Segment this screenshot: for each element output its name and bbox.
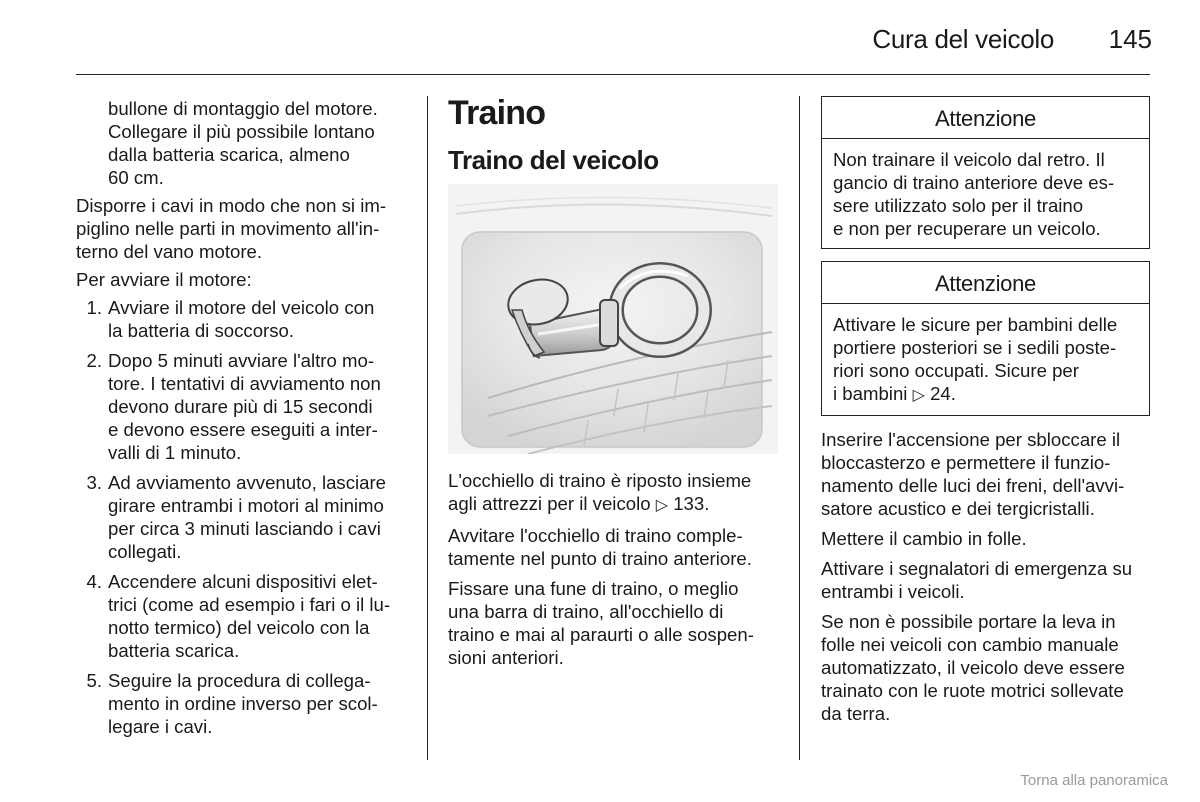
warning-title: Attenzione (822, 262, 1149, 304)
list-item: 2. Dopo 5 minuti avviare l'altro mo- tore. I tentativi di avviamento non devono durare più di 15 secondi e devono essere eseguiti a inter- valli di 1 minuto. (86, 350, 381, 463)
warning-title: Attenzione (822, 97, 1149, 139)
list-item: 5. Seguire la procedura di collega- mento in ordine inverso per scol- legare i cavi. (86, 670, 378, 737)
page-number: 145 (1108, 24, 1152, 54)
continued-step-text: bullone di montaggio del motore. Collegare il più possibile lontano dalla batteria scarica, almeno 60 cm. (108, 98, 378, 188)
steps-list (76, 296, 408, 738)
paragraph-tow-rope: Fissare una fune di traino, o meglio una barra di traino, all'occhiello di traino e mai al paraurti o alle sospen- sioni anteriori. (448, 578, 754, 668)
page-reference[interactable]: 24. (930, 383, 956, 404)
section-heading: Traino (448, 94, 546, 132)
warning-text: Non trainare il veicolo dal retro. Il gancio di traino anteriore deve es- sere utilizzato solo per il traino e non per recuperare un veicolo. (833, 149, 1115, 239)
column-divider-right (799, 96, 800, 760)
list-item: 3. Ad avviamento avvenuto, lasciare girare entrambi i motori al minimo per circa 3 minuti lasciando i cavi collegati. (86, 472, 387, 562)
paragraph-hazard-lights: Attivare i segnalatori di emergenza su entrambi i veicoli. (821, 558, 1133, 602)
warning-text: Attivare le sicure per bambini delle portiere posteriori se i sedili poste- riori sono occupati. Sicure per i bambini ▷ 24. (833, 314, 1118, 404)
column-middle (448, 92, 783, 176)
list-item: 1. Avviare il motore del veicolo con la batteria di soccorso. (86, 297, 375, 341)
page-reference[interactable]: 133. (673, 493, 710, 514)
paragraph-start-engine: Per avviare il motore: (76, 269, 252, 290)
warning-box (821, 261, 1150, 416)
warning-box (821, 96, 1150, 249)
header-divider (76, 74, 1150, 75)
paragraph-neutral: Mettere il cambio in folle. (821, 528, 1027, 549)
section-title: Cura del veicolo (872, 24, 1054, 54)
list-item: 4. Accendere alcuni dispositivi elet- trici (come ad esempio i fari o il lu- notto termico) del veicolo con la batteria scarica. (86, 571, 391, 661)
reference-arrow-icon: ▷ (655, 497, 669, 514)
column-left (76, 97, 408, 745)
towing-eye-illustration (448, 184, 778, 454)
column-right (821, 96, 1150, 732)
paragraph-screw-in: Avvitare l'occhiello di traino comple- tamente nel punto di traino anteriore. (448, 525, 752, 569)
paragraph-automated-gearbox: Se non è possibile portare la leva in folle nei veicoli con cambio manuale automatizzato, il veicolo deve essere trainato con le ruote motrici sollevate da terra. (821, 611, 1125, 724)
back-to-overview-link[interactable]: Torna alla panoramica (1020, 772, 1168, 789)
middle-text (448, 469, 783, 676)
column-divider-left (427, 96, 428, 760)
paragraph-ignition: Inserire l'accensione per sbloccare il bloccasterzo e permettere il funzio- namento delle luci dei freni, dell'avvi- satore acustico e dei tergicristalli. (821, 429, 1125, 519)
subsection-heading: Traino del veicolo (448, 145, 659, 175)
paragraph-cables: Disporre i cavi in modo che non si im- piglino nelle parti in movimento all'in- terno del vano motore. (76, 195, 387, 262)
paragraph-towing-eye-location: L'occhiello di traino è riposto insieme agli attrezzi per il veicolo ▷ 133. (448, 470, 752, 514)
reference-arrow-icon: ▷ (912, 387, 925, 404)
